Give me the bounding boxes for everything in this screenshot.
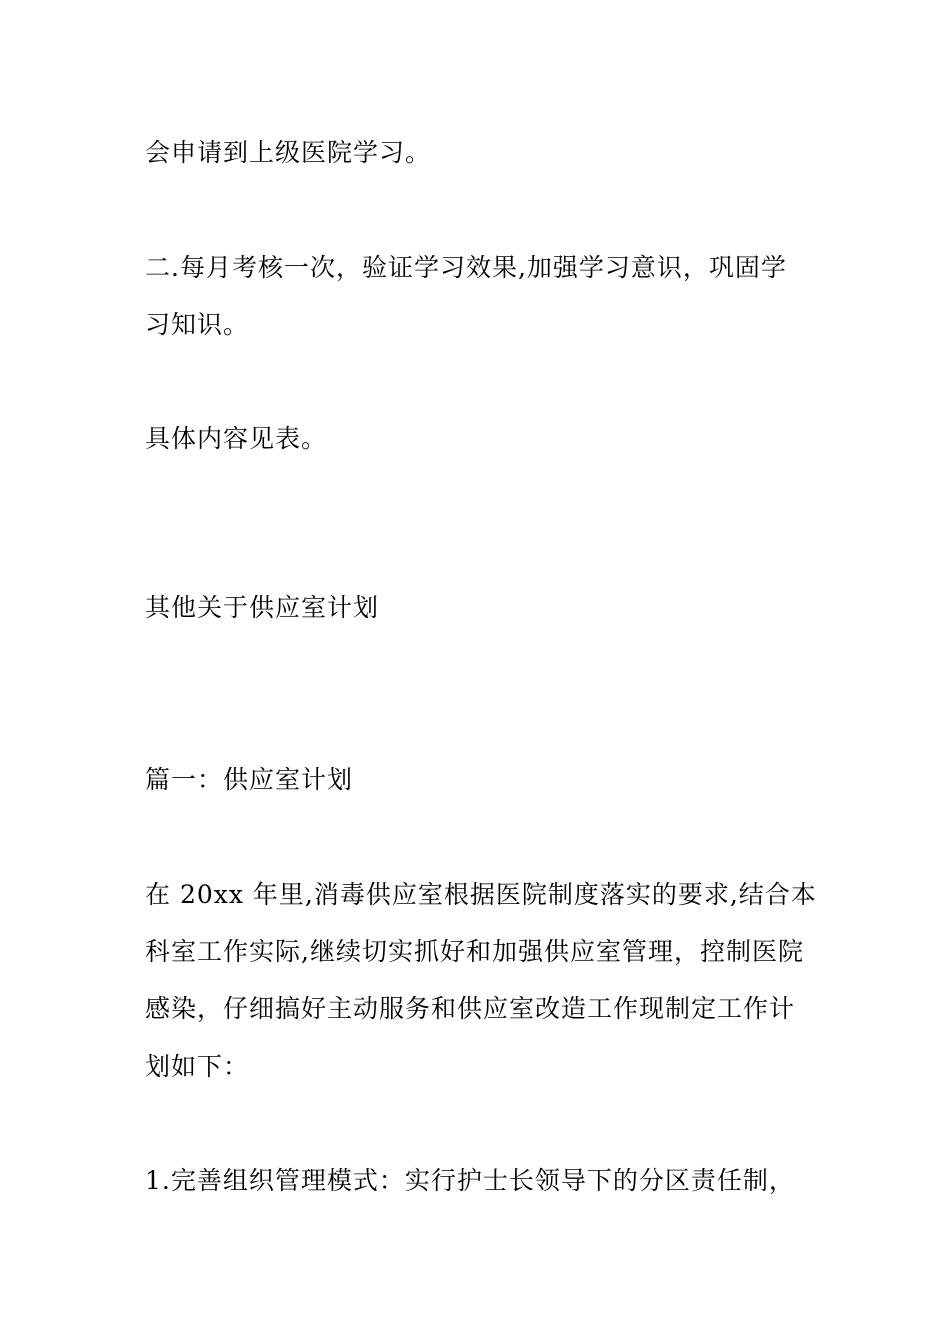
text-line: 感染，仔细搞好主动服务和供应室改造工作现制定工作计 — [145, 994, 796, 1023]
text-line: 二.每月考核一次，验证学习效果,加强学习意识，巩固学 — [145, 253, 787, 282]
text-line: 具体内容见表。 — [145, 424, 328, 453]
subsection-heading: 篇一：供应室计划 — [145, 765, 354, 794]
text-line: 科室工作实际,继续切实抓好和加强供应室管理，控制医院 — [145, 937, 804, 966]
text-line: 1.完善组织管理模式：实行护士长领导下的分区责任制， — [145, 1166, 795, 1195]
text-line: 习知识。 — [145, 310, 250, 339]
text-line: 划如下： — [145, 1052, 250, 1081]
section-heading: 其他关于供应室计划 — [145, 593, 380, 622]
text-line: 会申请到上级医院学习。 — [145, 138, 432, 167]
text-line: 在 20xx 年里,消毒供应室根据医院制度落实的要求,结合本 — [145, 880, 817, 909]
